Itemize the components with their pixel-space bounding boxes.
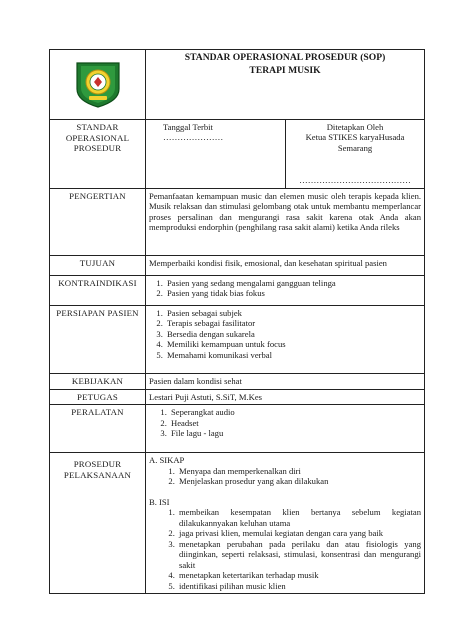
list-item: 3. File lagu - lagu [169, 428, 421, 438]
row-pengertian [50, 188, 425, 255]
peralatan-list [149, 407, 421, 438]
standar-label: STANDAR OPERASIONAL PROSEDUR [50, 120, 146, 189]
list-item: 3. Bersedia dengan sukarela [165, 329, 421, 339]
signature-dots: ………………………………… [299, 175, 411, 186]
stikes-logo-icon [69, 57, 127, 109]
row-kontraindikasi [50, 275, 425, 305]
list-item: 2. jaga privasi klien, memulai kegiatan dengan cara yang baik [177, 528, 421, 538]
pengertian-text: Pemanfaatan kemampuan music dan elemen music oleh terapis kepada klien. Musik relaksan dan stimulasi gelombang otak untuk membantu memperlancar proses persalinan dan mengurangi rasa sakit karena otak Anda akan memproduksi endorphin (penghilang rasa sakit alami) ketika Anda rileks [146, 188, 425, 255]
tanggal-dots: ………………… [163, 132, 224, 143]
ditetapkan-label: Ditetapkan Oleh [326, 122, 384, 132]
sop-title-line2: TERAPI MUSIK [249, 64, 321, 76]
list-item: 2. Pasien yang tidak bias fokus [165, 288, 421, 298]
logo-cell [50, 50, 146, 120]
list-item: 1. Pasien yang sedang mengalami gangguan telinga [165, 278, 421, 288]
persiapan-list [149, 308, 421, 360]
row-prosedur [50, 453, 425, 594]
pengertian-label: PENGERTIAN [50, 188, 146, 255]
isi-title: B. ISI [149, 496, 170, 507]
list-item: 4. menetapkan ketertarikan terhadap musik [177, 570, 421, 580]
prosedur-label: PROSEDUR PELAKSANAAN [50, 453, 146, 594]
list-item: 2. Headset [169, 418, 421, 428]
list-item: 2. Menjelaskan prosedur yang akan dilakukan [177, 476, 421, 486]
persiapan-cell [146, 305, 425, 373]
sop-table [49, 49, 425, 594]
row-persiapan [50, 305, 425, 373]
list-item: 3. menetapkan perubahan pada perilaku dan atau fisiologis yang diinginkan, seperti relaksasi, stimulasi, konsentrasi dan mengurangi sakit [177, 539, 421, 570]
row-peralatan [50, 405, 425, 453]
list-item: 1. membeikan kesempatan klien bertanya sebelum kegiatan dilakukannyakan keluhan utama [177, 507, 421, 528]
sop-title-line1: STANDAR OPERASIONAL PROSEDUR (SOP) [184, 52, 386, 63]
list-item: 5. Memahami komunikasi verbal [165, 350, 421, 360]
row-petugas [50, 389, 425, 405]
sikap-list [149, 466, 421, 487]
header-row [50, 50, 425, 120]
peralatan-cell [146, 405, 425, 453]
tanggal-cell [146, 120, 286, 189]
meta-row [50, 120, 425, 189]
petugas-text: Lestari Puji Astuti, S.SiT, M.Kes [146, 389, 425, 405]
row-kebijakan [50, 373, 425, 389]
kontraindikasi-list [149, 278, 421, 299]
kebijakan-text: Pasien dalam kondisi sehat [146, 373, 425, 389]
kebijakan-label: KEBIJAKAN [50, 373, 146, 389]
ditetapkan-cell [286, 120, 425, 189]
list-item: 1. Menyapa dan memperkenalkan diri [177, 466, 421, 476]
sikap-title: A. SIKAP [149, 455, 185, 466]
list-item: 1. Seperangkat audio [169, 407, 421, 417]
sop-title [146, 50, 425, 120]
list-item: 2. Terapis sebagai fasilitator [165, 318, 421, 328]
list-item: 5. identifikasi pilihan music klien [177, 581, 421, 591]
list-item: 1. Pasien sebagai subjek [165, 308, 421, 318]
isi-list [149, 507, 421, 591]
tanggal-label: Tanggal Terbit [163, 122, 213, 132]
petugas-label: PETUGAS [50, 389, 146, 405]
row-tujuan [50, 255, 425, 275]
ditetapkan-by: Ketua STIKES karyaHusada Semarang [305, 132, 405, 153]
kontraindikasi-cell [146, 275, 425, 305]
tujuan-text: Memperbaiki kondisi fisik, emosional, dan kesehatan spiritual pasien [146, 255, 425, 275]
prosedur-cell [146, 453, 425, 594]
peralatan-label: PERALATAN [50, 405, 146, 453]
list-item: 4. Memiliki kemampuan untuk focus [165, 339, 421, 349]
persiapan-label: PERSIAPAN PASIEN [50, 305, 146, 373]
kontraindikasi-label: KONTRAINDIKASI [50, 275, 146, 305]
tujuan-label: TUJUAN [50, 255, 146, 275]
